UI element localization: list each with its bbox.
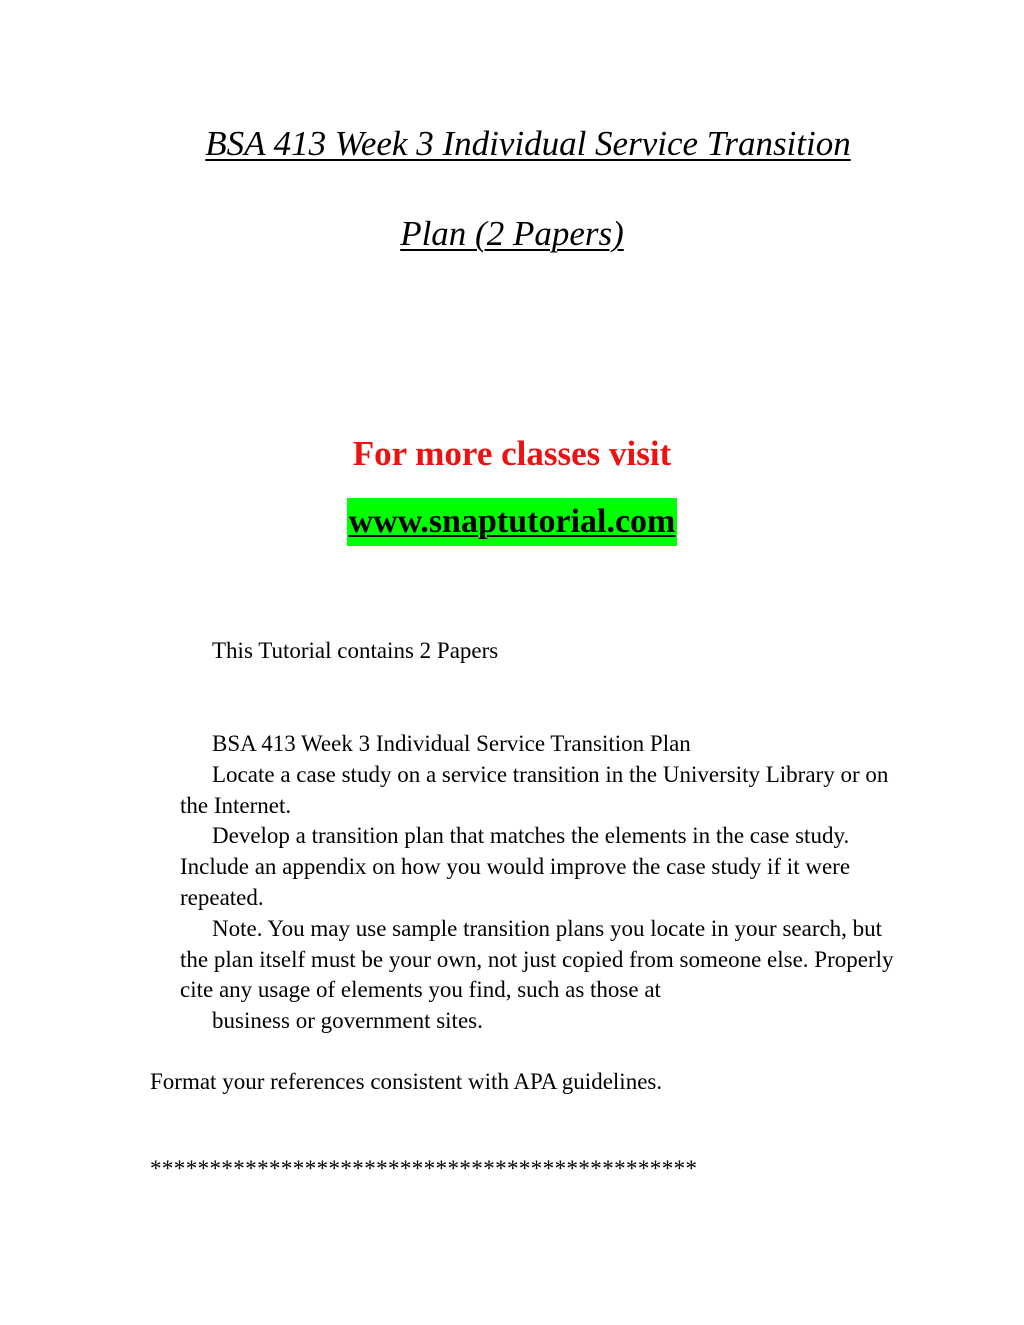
page-title-line-1 (16, 124, 1024, 164)
title-text-2: Plan (2 Papers) (400, 214, 624, 253)
description-heading: BSA 413 Week 3 Individual Service Transition Plan (212, 731, 691, 756)
apa-guideline-text: Format your references consistent with APA guidelines. (150, 1069, 663, 1094)
website-link-wrapper (0, 498, 1024, 546)
description-paragraph: Locate a case study on a service transition in the University Library or on the Internet. (180, 761, 889, 818)
tutorial-note: This Tutorial contains 2 Papers (212, 638, 499, 663)
description-block (180, 729, 900, 1037)
page-title-line-2 (0, 214, 1024, 254)
separator-line: ********************************************** (150, 1156, 698, 1181)
title-text-1: BSA 413 Week 3 Individual Service Transition (205, 124, 851, 163)
description-paragraph: Note. You may use sample transition plans you locate in your search, but the plan itself must be your own, not just copied from someone else. Properly cite any usage of elements you find, such as those at (180, 915, 894, 1003)
website-link[interactable]: www.snaptutorial.com (347, 498, 678, 546)
description-paragraph: business or government sites. (212, 1008, 483, 1034)
promo-heading: For more classes visit (352, 434, 672, 473)
description-paragraph: Develop a transition plan that matches the elements in the case study. Include an appendix on how you would improve the case study if it were repeated. (180, 823, 851, 910)
